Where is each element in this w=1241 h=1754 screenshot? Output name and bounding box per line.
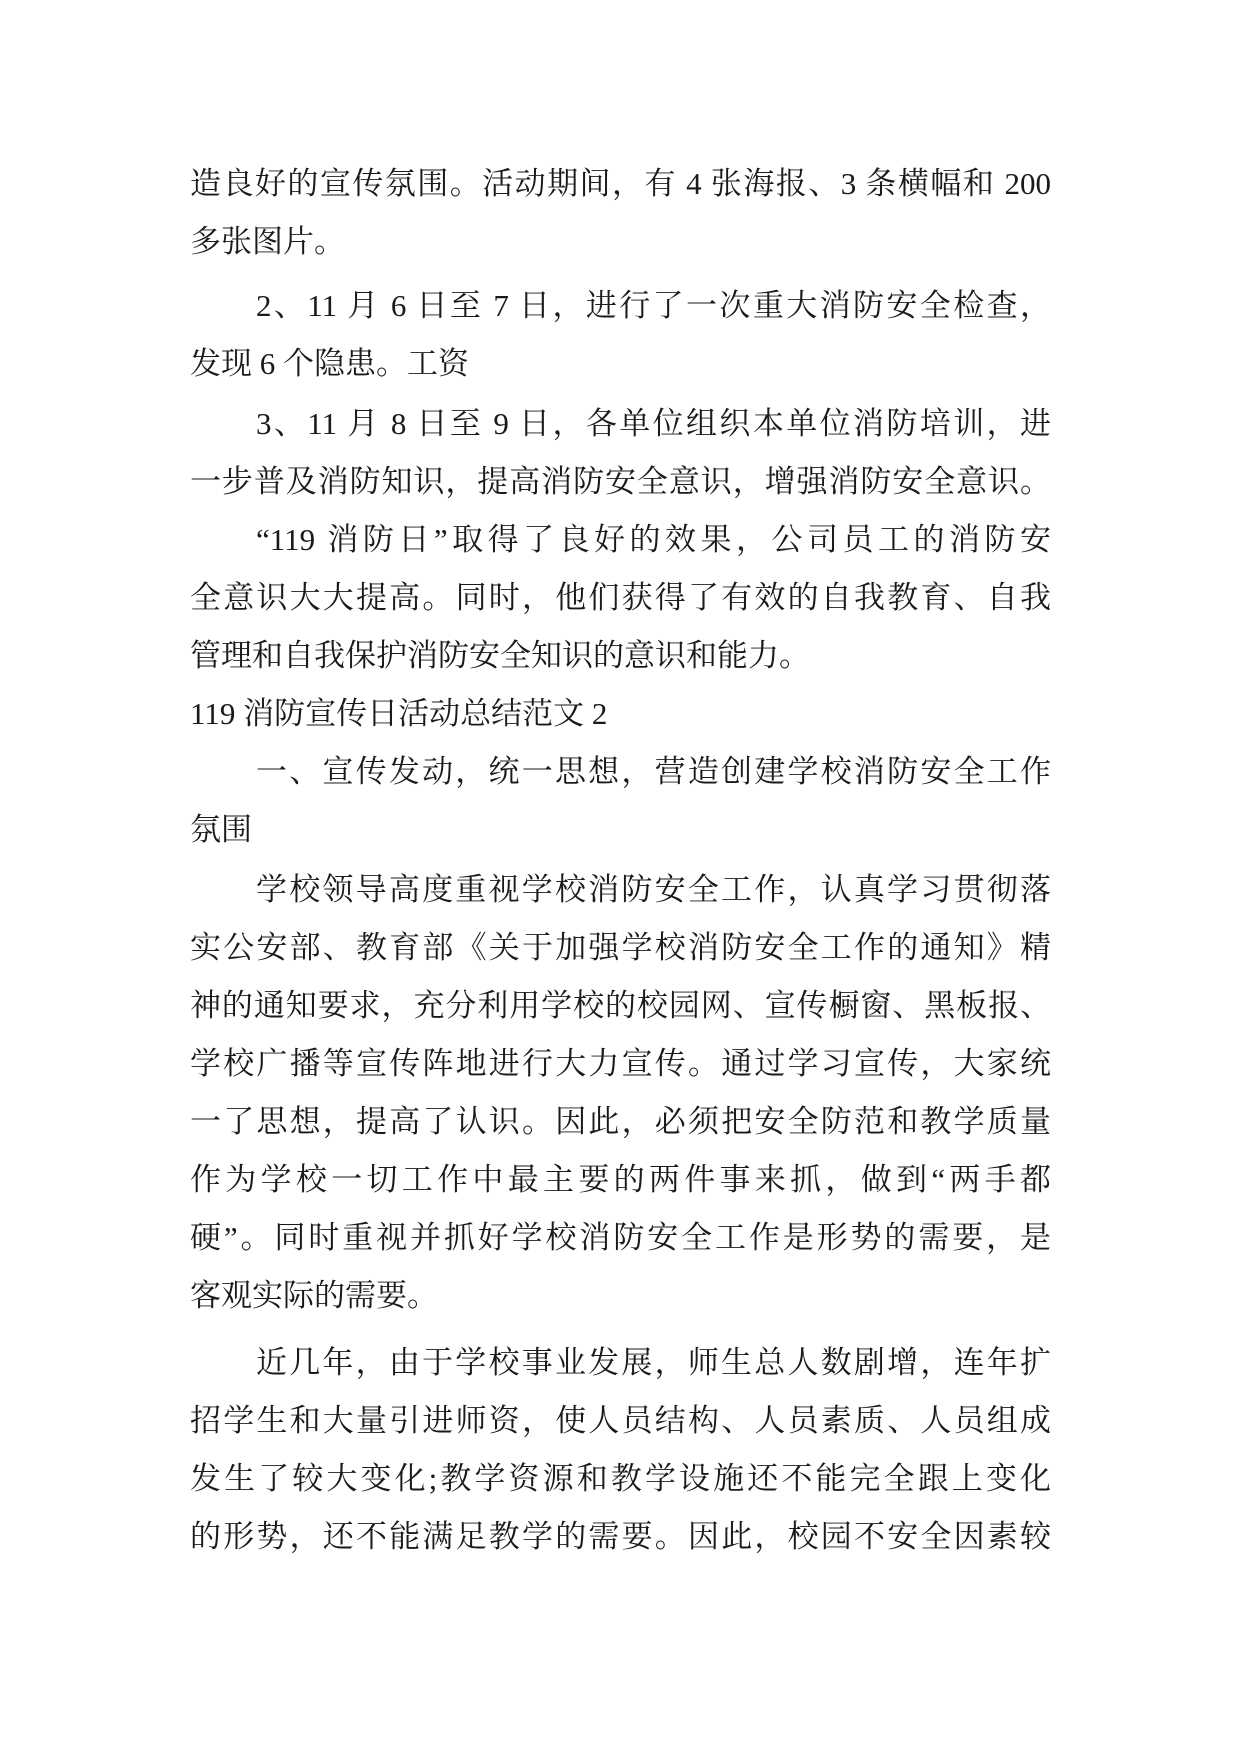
paragraph-line: “119 消防日”取得了良好的效果，公司员工的消防安 (256, 522, 1051, 557)
paragraph-line: 一了思想，提高了认识。因此，必须把安全防范和教学质量 (190, 1104, 1051, 1139)
paragraph-body (190, 861, 1051, 1325)
paragraph-conclusion (190, 511, 1051, 685)
paragraph-line: 实公安部、教育部《关于加强学校消防安全工作的通知》精 (190, 930, 1051, 965)
paragraph-line: 一步普及消防知识，提高消防安全意识，增强消防安全意识。 (190, 464, 1051, 499)
paragraph-line: 硬”。同时重视并抓好学校消防安全工作是形势的需要，是 (190, 1220, 1051, 1255)
paragraph-line: 造良好的宣传氛围。活动期间，有 4 张海报、3 条横幅和 200 (190, 166, 1051, 201)
paragraph-line: 氛围 (190, 812, 252, 847)
paragraph-body (190, 1334, 1051, 1566)
paragraph-item-3 (190, 395, 1051, 511)
section-title: 119 消防宣传日活动总结范文 2 (190, 696, 608, 731)
paragraph-line: 发生了较大变化;教学资源和教学设施还不能完全跟上变化 (190, 1461, 1051, 1496)
paragraph-line: 3、11 月 8 日至 9 日，各单位组织本单位消防培训，进 (256, 406, 1051, 441)
paragraph-line: 管理和自我保护消防安全知识的意识和能力。 (190, 638, 810, 673)
paragraph-line: 作为学校一切工作中最主要的两件事来抓，做到“两手都 (190, 1162, 1051, 1197)
paragraph-line: 招学生和大量引进师资，使人员结构、人员素质、人员组成 (190, 1403, 1051, 1438)
paragraph-line: 近几年，由于学校事业发展，师生总人数剧增，连年扩 (256, 1345, 1051, 1380)
paragraph-item-2 (190, 277, 1051, 393)
paragraph-line: 发现 6 个隐患。工资 (190, 346, 469, 381)
paragraph-line: 学校广播等宣传阵地进行大力宣传。通过学习宣传，大家统 (190, 1046, 1051, 1081)
paragraph-line: 2、11 月 6 日至 7 日，进行了一次重大消防安全检查， (256, 288, 1051, 323)
paragraph-line: 全意识大大提高。同时，他们获得了有效的自我教育、自我 (190, 580, 1051, 615)
document-body (190, 155, 1051, 1566)
paragraph-line: 的形势，还不能满足教学的需要。因此，校园不安全因素较 (190, 1519, 1051, 1554)
paragraph-heading-1 (190, 743, 1051, 859)
paragraph-line: 神的通知要求，充分利用学校的校园网、宣传橱窗、黑板报、 (190, 988, 1051, 1023)
paragraph-line: 学校领导高度重视学校消防安全工作，认真学习贯彻落 (256, 872, 1051, 907)
paragraph-line: 一、宣传发动，统一思想，营造创建学校消防安全工作 (256, 754, 1051, 789)
paragraph-line: 客观实际的需要。 (190, 1278, 438, 1313)
paragraph-line: 多张图片。 (190, 224, 345, 259)
paragraph-continued (190, 155, 1051, 271)
